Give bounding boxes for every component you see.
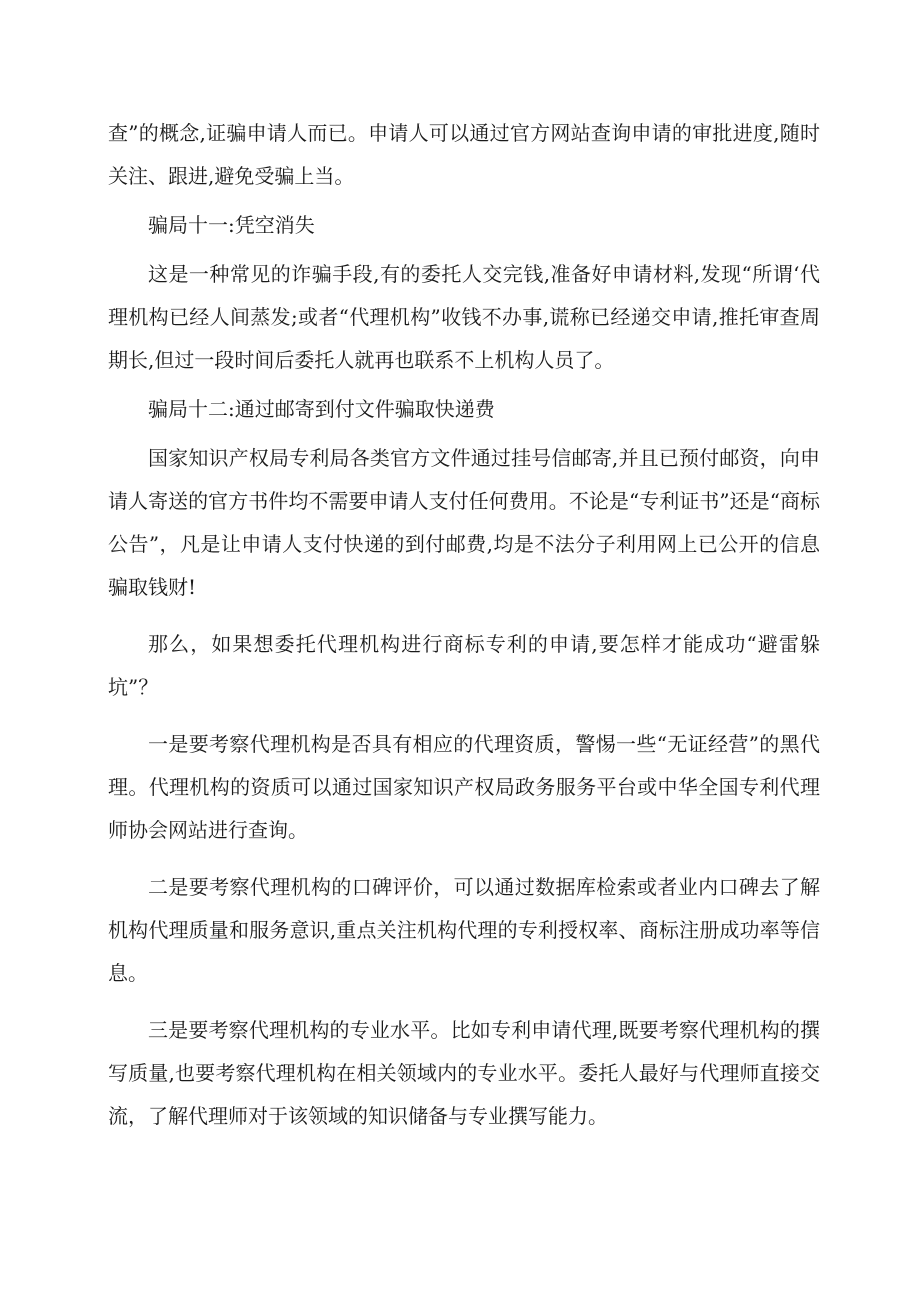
paragraph-scam-11: 这是一种常见的诈骗手段,有的委托人交完钱,准备好申请材料,发现“所谓‘代理机构已经人间蒸发;或者“代理机构”收钱不办事,谎称已经递交申请,推托审查周期长,但过一段时间后委托人就再也联系不上机构人员了。 xyxy=(108,262,820,372)
paragraph-continuation: 查”的概念,证骗申请人而已。申请人可以通过官方网站查询申请的审批进度,随时关注、跟进,避免受骗上当。 xyxy=(108,121,820,188)
paragraph-tip-1: 一是要考察代理机构是否具有相应的代理资质，警惕一些“无证经营”的黑代理。代理机构的资质可以通过国家知识产权局政务服务平台或中华全国专利代理师协会网站进行查询。 xyxy=(108,732,820,842)
section-heading-scam-11: 骗局十一:凭空消失 xyxy=(148,213,315,237)
document-body xyxy=(108,112,820,1138)
paragraph-scam-12: 国家知识产权局专利局各类官方文件通过挂号信邮寄,并且已预付邮资，向申请人寄送的官方书件均不需要申请人支付任何费用。不论是“专利证书”还是“商标公告”，凡是让申请人支付快递的到付邮费,均是不法分子利用网上已公开的信息骗取钱财! xyxy=(108,446,820,599)
paragraph-how-to-avoid: 那么，如果想委托代理机构进行商标专利的申请,要怎样才能成功“避雷躲坑”？ xyxy=(108,632,820,699)
section-heading-scam-12: 骗局十二:通过邮寄到付文件骗取快递费 xyxy=(148,397,495,421)
paragraph-tip-3: 三是要考察代理机构的专业水平。比如专利申请代理,既要考察代理机构的撰写质量,也要考察代理机构在相关领域内的专业水平。委托人最好与代理师直接交流，了解代理师对于该领域的知识储备与专业撰写能力。 xyxy=(108,1018,820,1128)
paragraph-tip-2: 二是要考察代理机构的口碑评价，可以通过数据库检索或者业内口碑去了解机构代理质量和服务意识,重点关注机构代理的专利授权率、商标注册成功率等信息。 xyxy=(108,875,820,985)
